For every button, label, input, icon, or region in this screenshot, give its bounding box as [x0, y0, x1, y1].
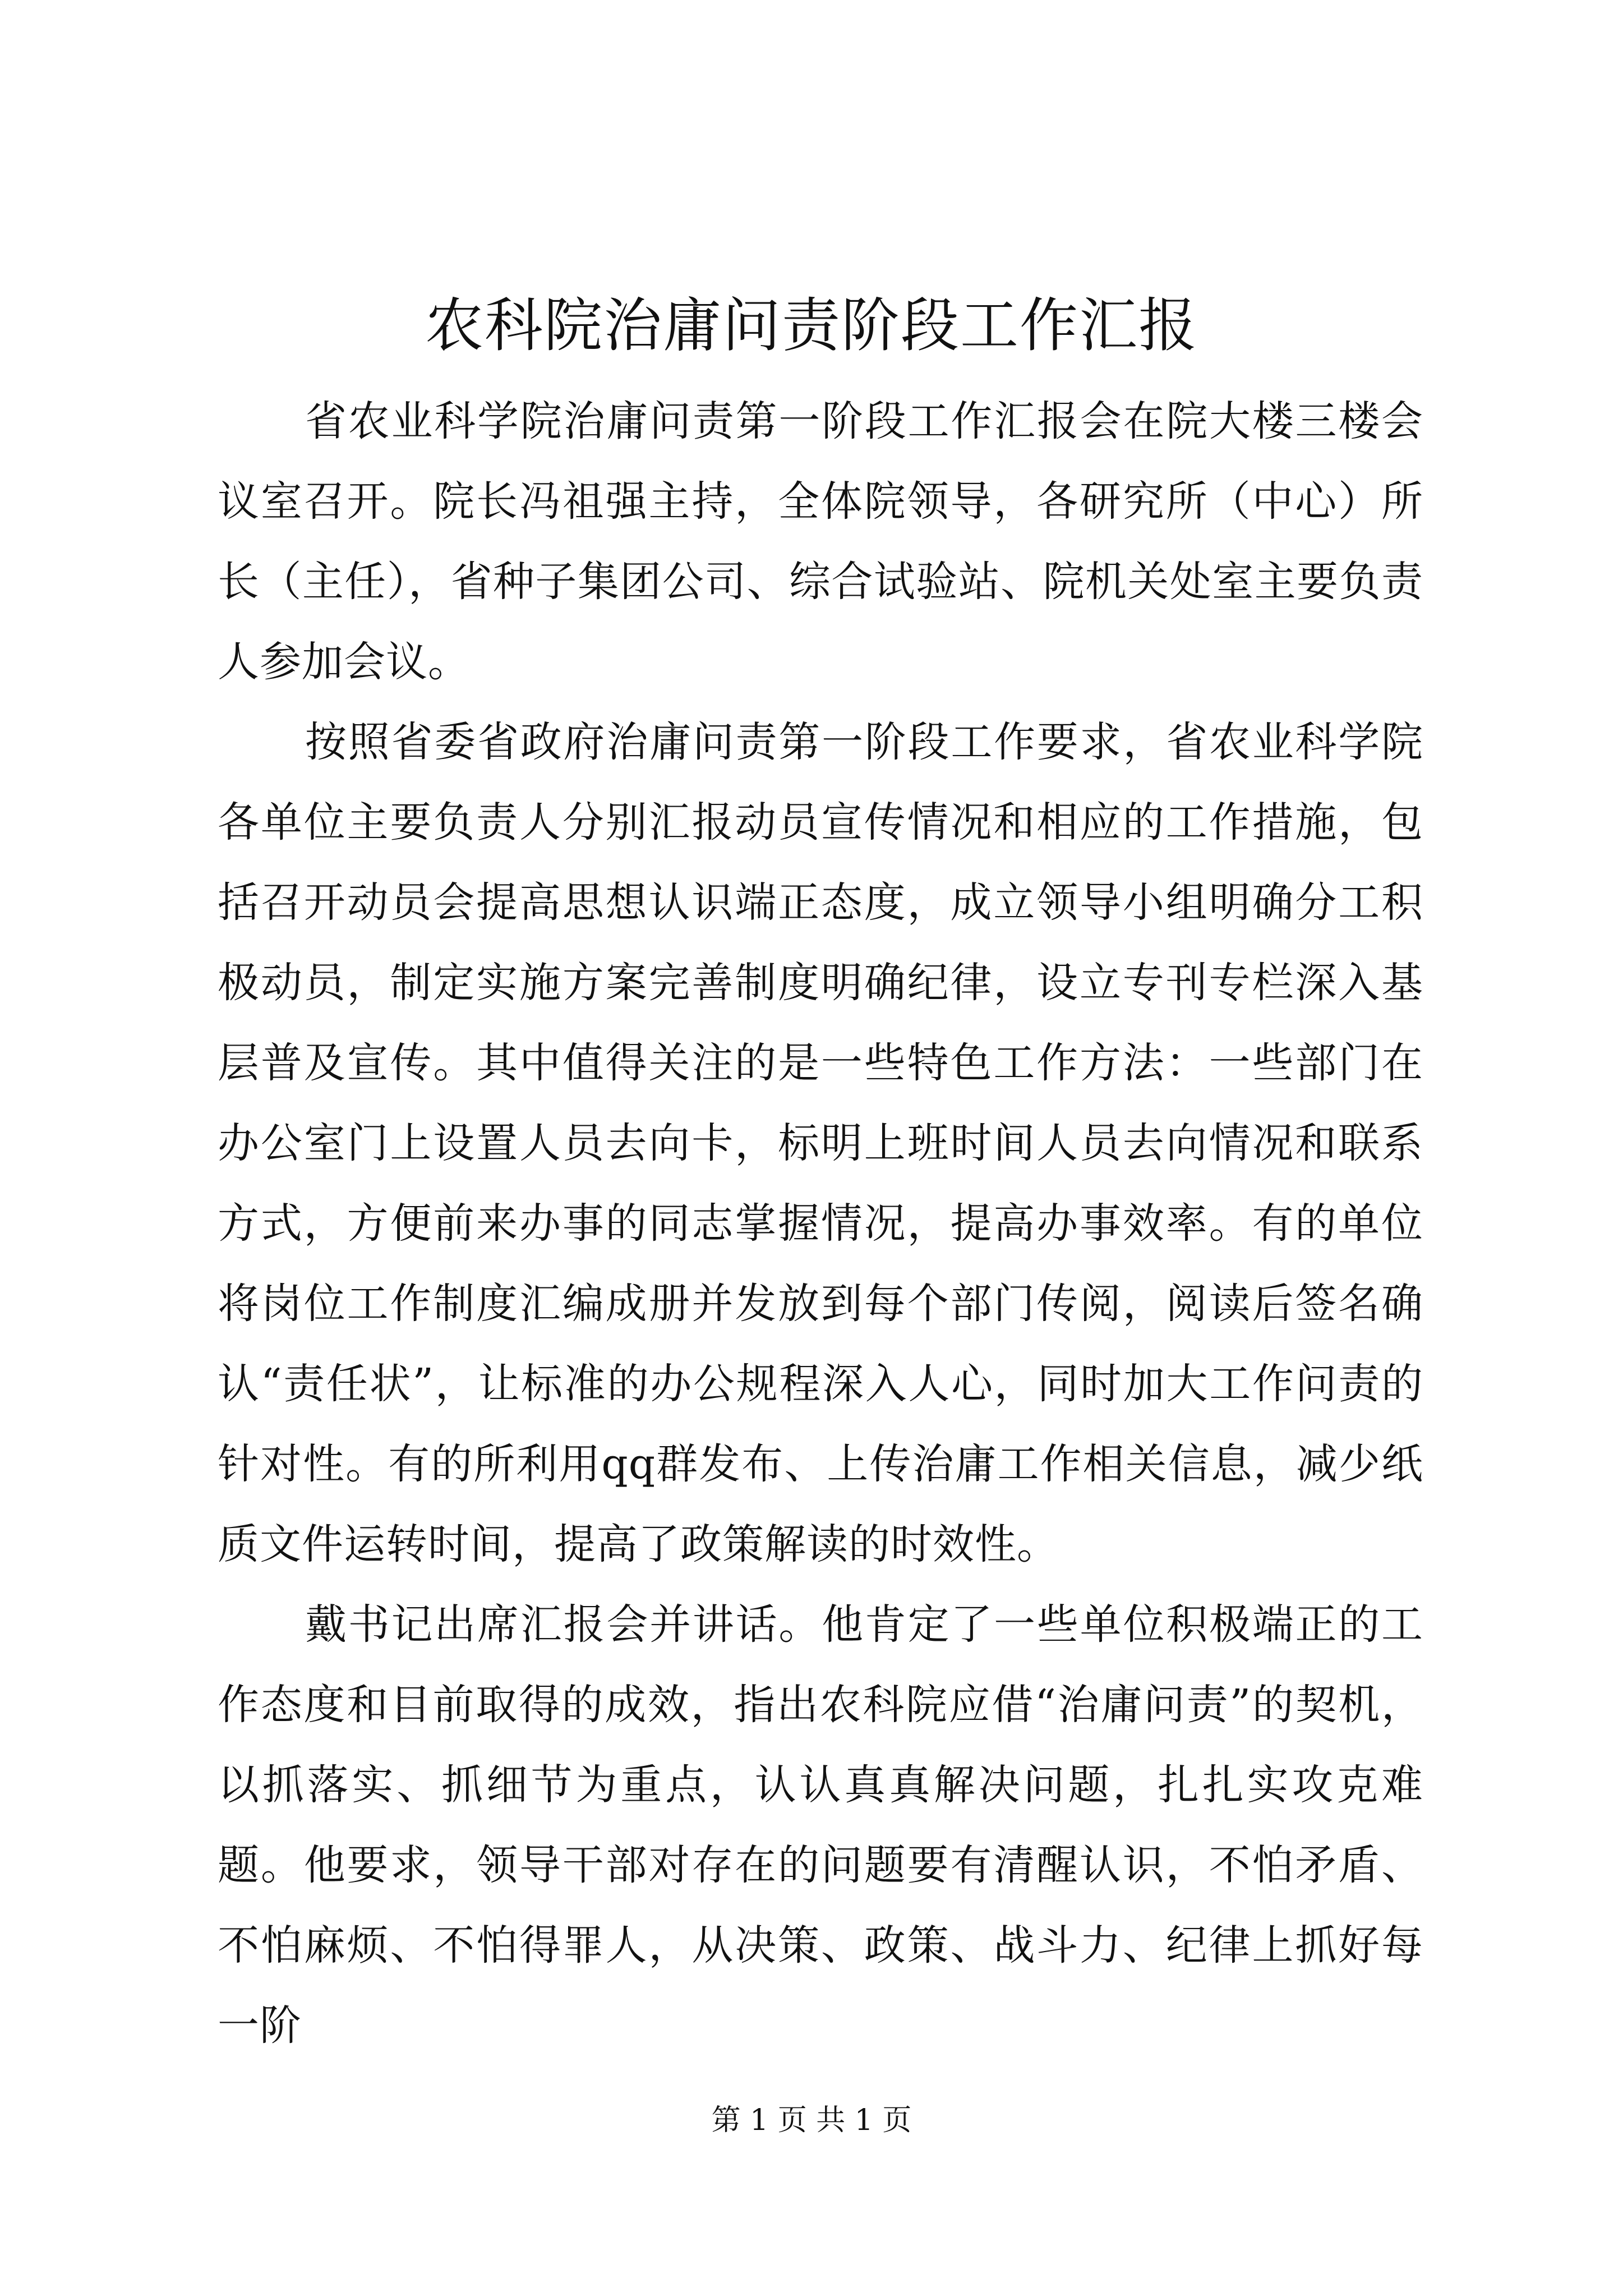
- document-body: [218, 381, 1423, 2066]
- page-footer: 第 1 页 共 1 页: [711, 2104, 912, 2137]
- document-title: 农科院治庸问责阶段工作汇报: [425, 291, 1198, 360]
- paragraph-1: 省农业科学院治庸问责第一阶段工作汇报会在院大楼三楼会议室召开。院长冯祖强主持，全体院领导，各研究所（中心）所长（主任），省种子集团公司、综合试验站、院机关处室主要负责人参加会议。: [218, 397, 1423, 686]
- paragraph-3: 戴书记出席汇报会并讲话。他肯定了一些单位积极端正的工作态度和目前取得的成效，指出农科院应借“治庸问责”的契机，以抓落实、抓细节为重点，认认真真解决问题，扎扎实攻克难题。他要求，领导干部对存在的问题要有清醒认识，不怕矛盾、不怕麻烦、不怕得罪人，从决策、政策、战斗力、纪律上抓好每一阶: [218, 1600, 1423, 2050]
- paragraph-2: 按照省委省政府治庸问责第一阶段工作要求，省农业科学院各单位主要负责人分别汇报动员宣传情况和相应的工作措施，包括召开动员会提高思想认识端正态度，成立领导小组明确分工积极动员，制定实施方案完善制度明确纪律，设立专刊专栏深入基层普及宣传。其中值得关注的是一些特色工作方法：一些部门在办公室门上设置人员去向卡，标明上班时间人员去向情况和联系方式，方便前来办事的同志掌握情况，提高办事效率。有的单位将岗位工作制度汇编成册并发放到每个部门传阅，阅读后签名确认“责任状”，让标准的办公规程深入人心，同时加大工作问责的针对性。有的所利用qq群发布、上传治庸工作相关信息，减少纸质文件运转时间，提高了政策解读的时效性。: [218, 718, 1423, 1568]
